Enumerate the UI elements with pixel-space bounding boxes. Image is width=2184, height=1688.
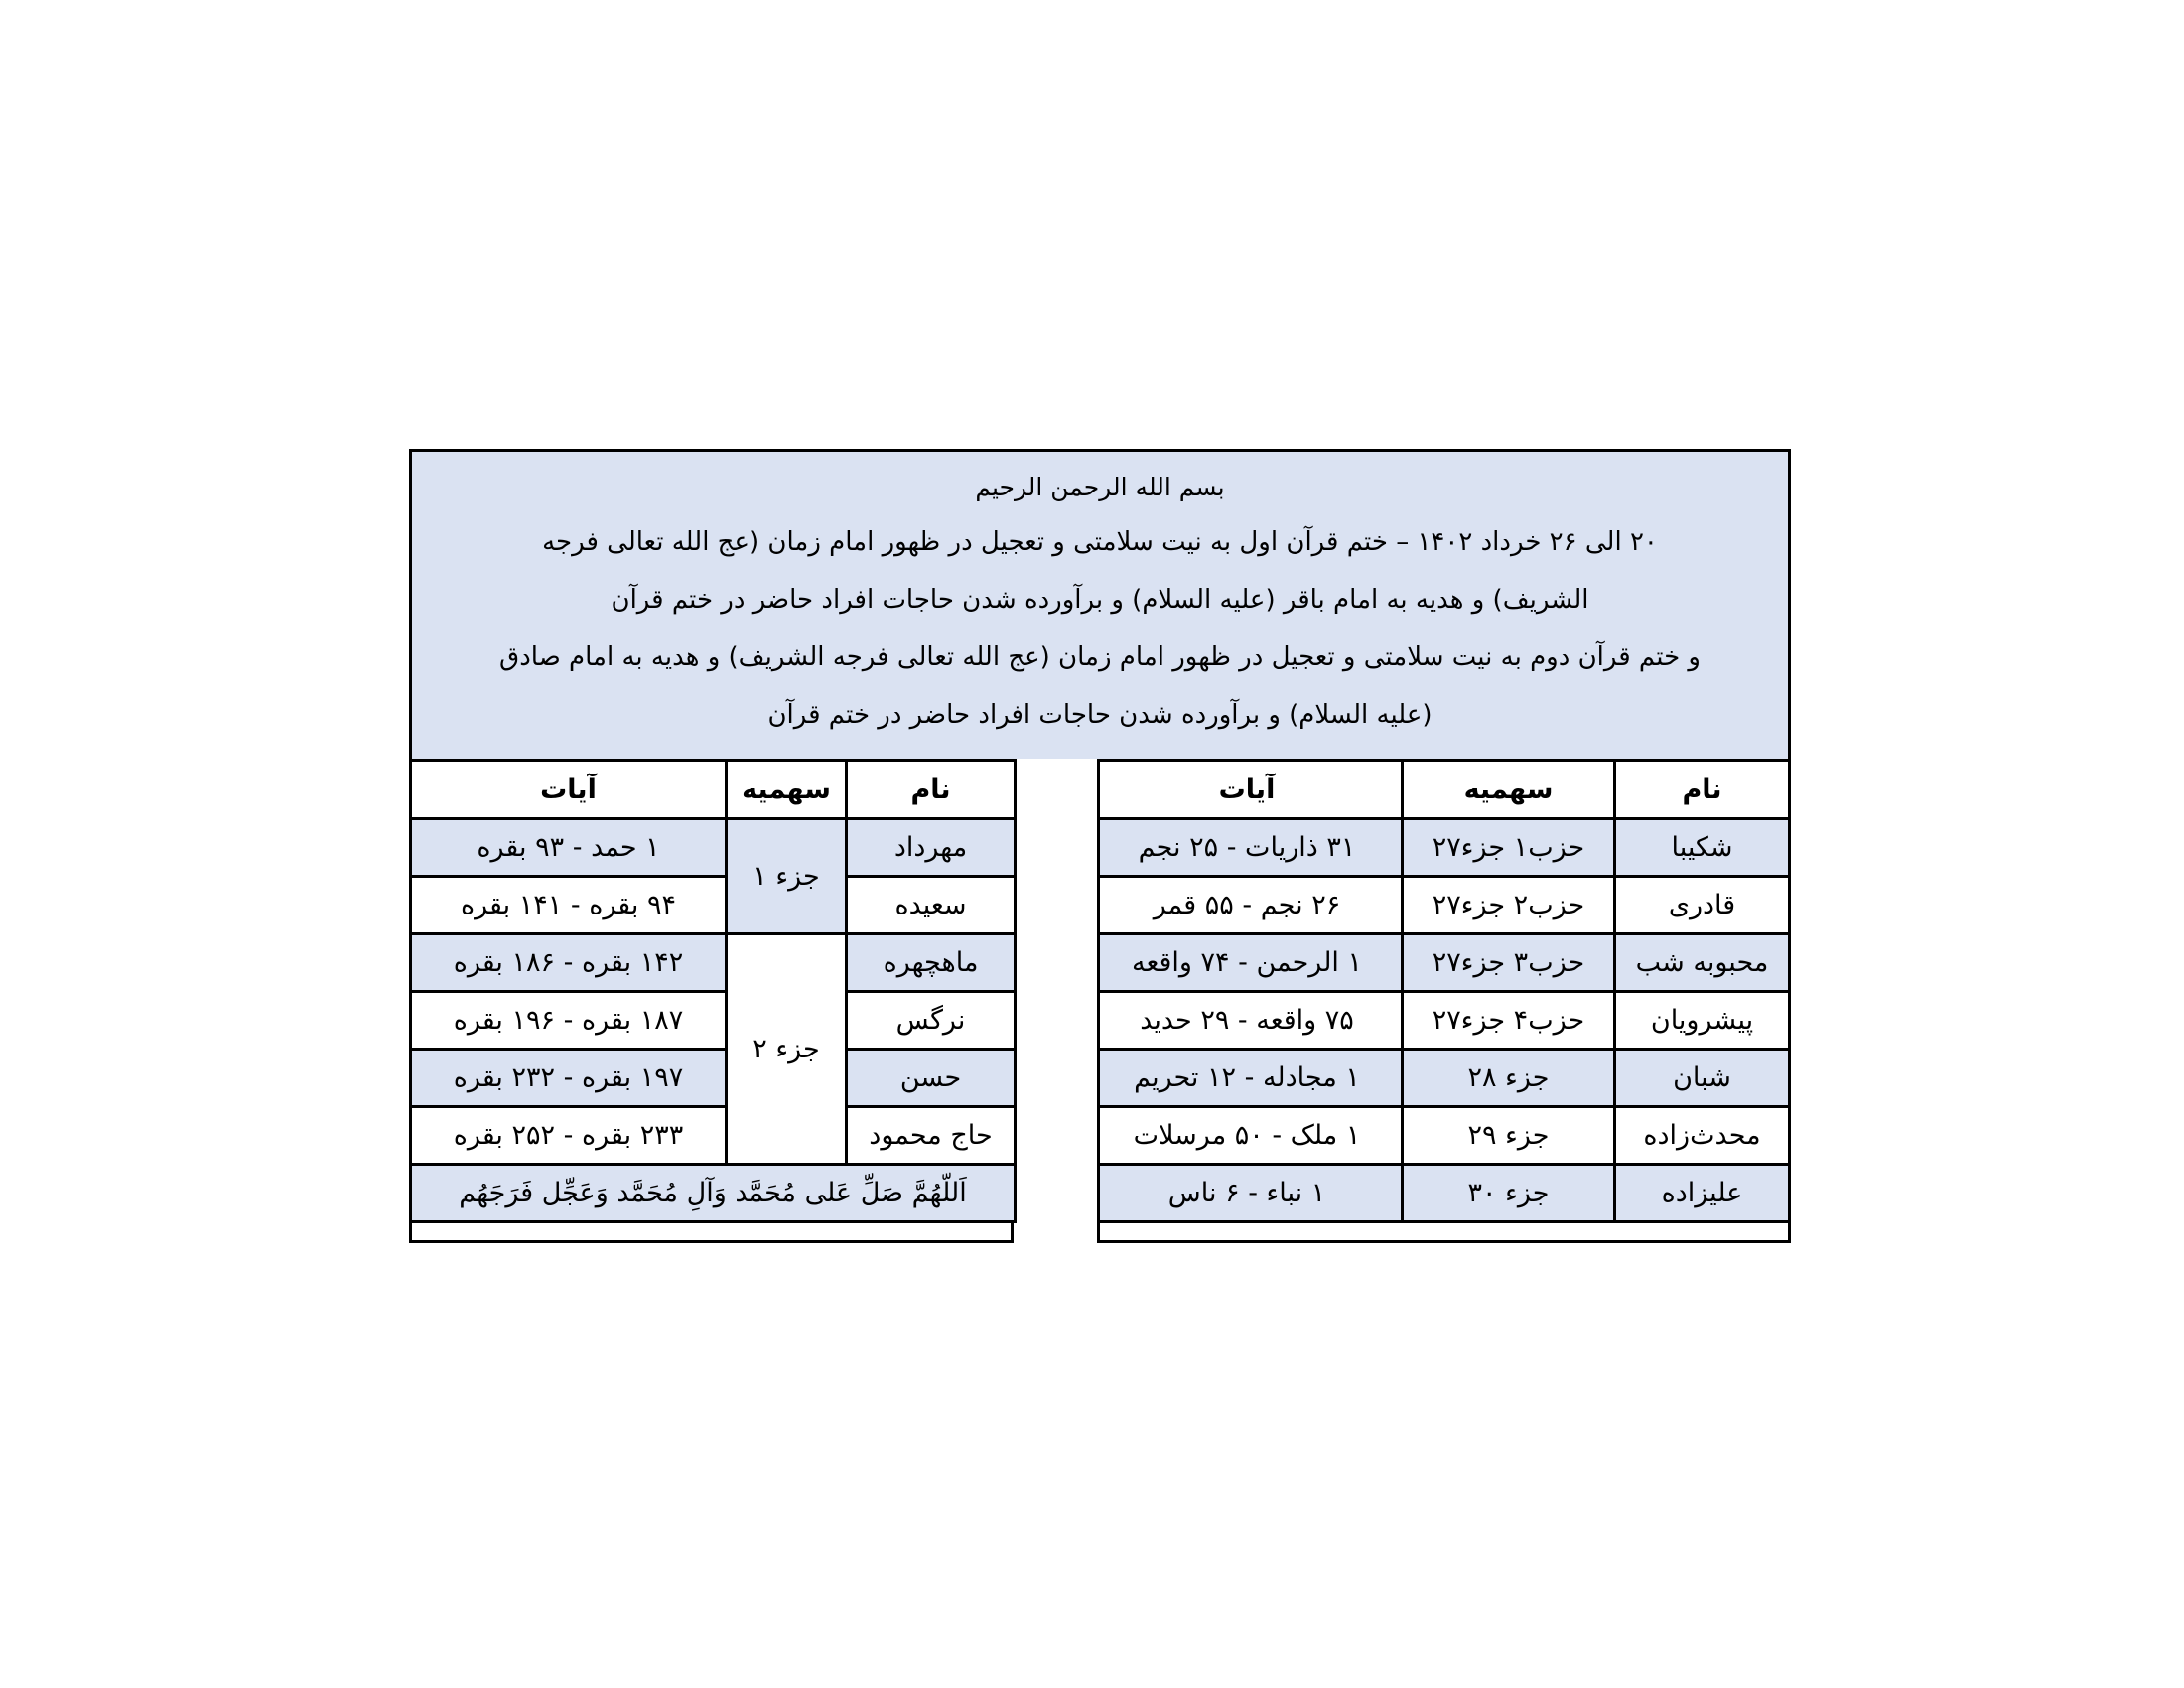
row-verses: ۲۳۳ بقره - ۲۵۲ بقره [411, 1107, 727, 1165]
basmala-title: بسم الله الرحمن الرحیم [975, 473, 1225, 501]
row-name: شکیبا [1615, 819, 1790, 877]
row-verses: ۹۴ بقره - ۱۴۱ بقره [411, 877, 727, 934]
salawat-prayer: اَللّهُمَّ صَلِّ عَلی مُحَمَّد وَآلِ مُحَمَّد وَعَجِّل فَرَجَهُم [411, 1165, 1016, 1222]
row-verses: ۱ حمد - ۹۳ بقره [411, 819, 727, 877]
col-header-share: سهمیه [727, 761, 847, 819]
header-line-2: الشریف) و هدیه به امام باقر (علیه السلام) و برآورده شدن حاجات افراد حاضر در ختم قرآن [611, 585, 1589, 615]
row-name: مهرداد [847, 819, 1016, 877]
table-row [1092, 934, 1790, 992]
row-name: ماهچهره [847, 934, 1016, 992]
table-row [1092, 1165, 1790, 1222]
header-line-1: ۲۰ الی ۲۶ خرداد ۱۴۰۲ – ختم قرآن اول به نیت سلامتی و تعجیل در ظهور امام زمان (عج الله تعالی فرجه [542, 527, 1658, 557]
row-name: نرگس [847, 992, 1016, 1050]
table-row [411, 934, 1016, 992]
row-verses: ۱ الرحمن - ۷۴ واقعه [1092, 934, 1403, 992]
share-group-2: جزء ۲ [727, 934, 847, 1165]
table-header-row [411, 761, 1016, 819]
table-row [1092, 992, 1790, 1050]
table-row [411, 1107, 1016, 1165]
col-header-share: سهمیه [1403, 761, 1615, 819]
table-row [411, 819, 1016, 877]
row-share: حزب۳ جزء۲۷ [1403, 934, 1615, 992]
prayer-row [411, 1165, 1016, 1222]
row-share: جزء ۲۸ [1403, 1050, 1615, 1107]
row-verses: ۱۸۷ بقره - ۱۹۶ بقره [411, 992, 727, 1050]
row-verses: ۱ نباء - ۶ ناس [1092, 1165, 1403, 1222]
table-row [411, 877, 1016, 934]
col-header-name: نام [1615, 761, 1790, 819]
col-header-verses: آیات [411, 761, 727, 819]
table-row [1092, 877, 1790, 934]
row-share: حزب۴ جزء۲۷ [1403, 992, 1615, 1050]
assignments-table-left [409, 759, 1017, 1223]
header-block [412, 452, 1788, 762]
table-row [1092, 819, 1790, 877]
row-verses: ۷۵ واقعه - ۲۹ حدید [1092, 992, 1403, 1050]
spacer-column [1011, 759, 1100, 1243]
row-verses: ۱ مجادله - ۱۲ تحریم [1092, 1050, 1403, 1107]
row-name: علیزاده [1615, 1165, 1790, 1222]
table-header-row [1092, 761, 1790, 819]
row-verses: ۲۶ نجم - ۵۵ قمر [1092, 877, 1403, 934]
row-name: قادری [1615, 877, 1790, 934]
col-header-name: نام [847, 761, 1016, 819]
row-name: محبوبه شب [1615, 934, 1790, 992]
row-name: محدث‌زاده [1615, 1107, 1790, 1165]
khatm-quran-sheet [409, 449, 1791, 1243]
row-share: حزب۲ جزء۲۷ [1403, 877, 1615, 934]
row-share: حزب۱ جزء۲۷ [1403, 819, 1615, 877]
row-verses: ۱۴۲ بقره - ۱۸۶ بقره [411, 934, 727, 992]
table-row [1092, 1050, 1790, 1107]
row-share: جزء ۳۰ [1403, 1165, 1615, 1222]
row-name: حاج محمود [847, 1107, 1016, 1165]
assignments-table-right [1090, 759, 1791, 1223]
row-name: سعیده [847, 877, 1016, 934]
header-line-4: (علیه السلام) و برآورده شدن حاجات افراد حاضر در ختم قرآن [767, 700, 1433, 730]
row-share: جزء ۲۹ [1403, 1107, 1615, 1165]
table-row [411, 1050, 1016, 1107]
row-name: پیشرویان [1615, 992, 1790, 1050]
header-line-3: و ختم قرآن دوم به نیت سلامتی و تعجیل در ظهور امام زمان (عج الله تعالی فرجه الشریف) و هدیه به امام صادق [499, 642, 1701, 672]
table-row [411, 992, 1016, 1050]
col-header-verses: آیات [1092, 761, 1403, 819]
share-group-1: جزء ۱ [727, 819, 847, 934]
table-row [1092, 1107, 1790, 1165]
row-name: شبان [1615, 1050, 1790, 1107]
row-verses: ۱ ملک - ۵۰ مرسلات [1092, 1107, 1403, 1165]
row-verses: ۳۱ ذاریات - ۲۵ نجم [1092, 819, 1403, 877]
row-verses: ۱۹۷ بقره - ۲۳۲ بقره [411, 1050, 727, 1107]
row-name: حسن [847, 1050, 1016, 1107]
